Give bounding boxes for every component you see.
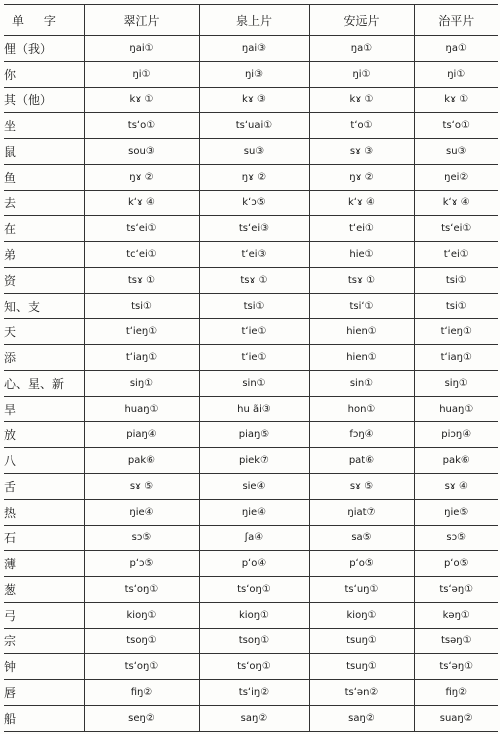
table-row <box>4 164 498 190</box>
character-cell: 唇 <box>4 680 84 706</box>
table-row <box>4 628 498 654</box>
pronunciation-cell-zhiping: sɔ⑤ <box>414 525 498 551</box>
pronunciation-cell-cuijiang: seŋ② <box>84 705 199 731</box>
pronunciation-cell-cuijiang: kioŋ① <box>84 602 199 628</box>
character-cell: 在 <box>4 216 84 242</box>
pronunciation-cell-zhiping: tsʻəŋ① <box>414 654 498 680</box>
character-cell: 去 <box>4 190 84 216</box>
table-row <box>4 551 498 577</box>
table-row <box>4 61 498 87</box>
table-row <box>4 448 498 474</box>
character-cell: 舌 <box>4 474 84 500</box>
pronunciation-cell-zhiping: kəŋ① <box>414 602 498 628</box>
pronunciation-cell-anyuan: pʻo⑤ <box>309 551 414 577</box>
pronunciation-cell-quanshang: kɤ ③ <box>199 87 309 113</box>
table-row <box>4 577 498 603</box>
pronunciation-cell-quanshang: ŋɤ ② <box>199 164 309 190</box>
pronunciation-cell-zhiping: su③ <box>414 139 498 165</box>
table-row <box>4 87 498 113</box>
table-row <box>4 680 498 706</box>
table-row <box>4 705 498 731</box>
pronunciation-cell-anyuan: hon① <box>309 396 414 422</box>
character-cell: 添 <box>4 345 84 371</box>
pronunciation-cell-anyuan: pat⑥ <box>309 448 414 474</box>
table-row <box>4 499 498 525</box>
dialect-comparison-table <box>4 4 498 732</box>
pronunciation-cell-cuijiang: ŋi① <box>84 61 199 87</box>
pronunciation-cell-quanshang: tʻie① <box>199 319 309 345</box>
pronunciation-cell-zhiping: pʻo⑤ <box>414 551 498 577</box>
pronunciation-cell-cuijiang: tsʻoŋ① <box>84 654 199 680</box>
pronunciation-cell-anyuan: tsuŋ① <box>309 654 414 680</box>
pronunciation-cell-cuijiang: sɔ⑤ <box>84 525 199 551</box>
pronunciation-cell-anyuan: kioŋ① <box>309 602 414 628</box>
pronunciation-cell-cuijiang: tcʻei① <box>84 242 199 268</box>
pronunciation-cell-zhiping: huaŋ① <box>414 396 498 422</box>
table-row <box>4 396 498 422</box>
character-cell: 石 <box>4 525 84 551</box>
pronunciation-cell-anyuan: tʻei① <box>309 216 414 242</box>
pronunciation-cell-quanshang: piek⑦ <box>199 448 309 474</box>
character-cell: 鼠 <box>4 139 84 165</box>
pronunciation-cell-quanshang: tsoŋ① <box>199 628 309 654</box>
table-header-row <box>4 5 498 36</box>
table-row <box>4 216 498 242</box>
pronunciation-cell-anyuan: sin① <box>309 370 414 396</box>
pronunciation-cell-anyuan: hien① <box>309 319 414 345</box>
pronunciation-cell-quanshang: kioŋ① <box>199 602 309 628</box>
pronunciation-cell-anyuan: kɤ ① <box>309 87 414 113</box>
character-cell: 旱 <box>4 396 84 422</box>
pronunciation-cell-quanshang: tsɤ ① <box>199 267 309 293</box>
pronunciation-cell-cuijiang: tsi① <box>84 293 199 319</box>
pronunciation-cell-quanshang: ŋi③ <box>199 61 309 87</box>
character-cell: 热 <box>4 499 84 525</box>
pronunciation-cell-cuijiang: tsʻoŋ① <box>84 577 199 603</box>
table-row <box>4 370 498 396</box>
pronunciation-cell-cuijiang: fiŋ② <box>84 680 199 706</box>
table-row <box>4 242 498 268</box>
header-cuijiang: 翠江片 <box>84 5 199 36</box>
table-body <box>4 36 498 732</box>
pronunciation-cell-quanshang: saŋ② <box>199 705 309 731</box>
pronunciation-cell-zhiping: suaŋ② <box>414 705 498 731</box>
character-cell: 你 <box>4 61 84 87</box>
character-cell: 坐 <box>4 113 84 139</box>
pronunciation-cell-anyuan: tʻo① <box>309 113 414 139</box>
pronunciation-cell-zhiping: kɤ ① <box>414 87 498 113</box>
pronunciation-cell-cuijiang: sɤ ⑤ <box>84 474 199 500</box>
header-char: 单 字 <box>4 5 84 36</box>
character-cell: 放 <box>4 422 84 448</box>
pronunciation-cell-zhiping: tsi① <box>414 267 498 293</box>
table-row <box>4 139 498 165</box>
pronunciation-cell-cuijiang: sou③ <box>84 139 199 165</box>
pronunciation-cell-quanshang: tsʻei③ <box>199 216 309 242</box>
character-cell: 弟 <box>4 242 84 268</box>
character-cell: 知、支 <box>4 293 84 319</box>
table-row <box>4 113 498 139</box>
pronunciation-cell-quanshang: sin① <box>199 370 309 396</box>
pronunciation-cell-cuijiang: tsɤ ① <box>84 267 199 293</box>
table-row <box>4 654 498 680</box>
table-row <box>4 190 498 216</box>
pronunciation-cell-zhiping: tʻiaŋ① <box>414 345 498 371</box>
character-cell: 鱼 <box>4 164 84 190</box>
pronunciation-cell-zhiping: piɔŋ④ <box>414 422 498 448</box>
pronunciation-cell-zhiping: ŋie⑤ <box>414 499 498 525</box>
character-cell: 宗 <box>4 628 84 654</box>
pronunciation-cell-zhiping: fiŋ② <box>414 680 498 706</box>
character-cell: 弓 <box>4 602 84 628</box>
character-cell: 八 <box>4 448 84 474</box>
pronunciation-cell-zhiping: pak⑥ <box>414 448 498 474</box>
pronunciation-cell-quanshang: tʻei③ <box>199 242 309 268</box>
pronunciation-cell-zhiping: tsəŋ① <box>414 628 498 654</box>
pronunciation-cell-quanshang: piaŋ⑤ <box>199 422 309 448</box>
table-row <box>4 474 498 500</box>
pronunciation-cell-zhiping: kʻɤ ④ <box>414 190 498 216</box>
character-cell: 资 <box>4 267 84 293</box>
pronunciation-cell-quanshang: sie④ <box>199 474 309 500</box>
character-cell: 俚（我） <box>4 36 84 62</box>
table-row <box>4 319 498 345</box>
header-zhiping: 治平片 <box>414 5 498 36</box>
pronunciation-cell-zhiping: tsʻei① <box>414 216 498 242</box>
pronunciation-cell-anyuan: ŋa① <box>309 36 414 62</box>
pronunciation-cell-cuijiang: tsʻei① <box>84 216 199 242</box>
pronunciation-cell-cuijiang: ŋɤ ② <box>84 164 199 190</box>
pronunciation-cell-cuijiang: kʻɤ ④ <box>84 190 199 216</box>
table-row <box>4 602 498 628</box>
header-anyuan: 安远片 <box>309 5 414 36</box>
pronunciation-cell-anyuan: ŋɤ ② <box>309 164 414 190</box>
character-cell: 薄 <box>4 551 84 577</box>
pronunciation-cell-anyuan: tsʻuŋ① <box>309 577 414 603</box>
pronunciation-cell-cuijiang: tsʻo① <box>84 113 199 139</box>
pronunciation-cell-anyuan: ŋiat⑦ <box>309 499 414 525</box>
pronunciation-cell-quanshang: tsʻoŋ① <box>199 577 309 603</box>
pronunciation-cell-quanshang: tsi① <box>199 293 309 319</box>
pronunciation-cell-quanshang: tsʻuai① <box>199 113 309 139</box>
table-row <box>4 345 498 371</box>
pronunciation-cell-zhiping: ŋa① <box>414 36 498 62</box>
pronunciation-cell-anyuan: saŋ② <box>309 705 414 731</box>
pronunciation-cell-anyuan: ŋi① <box>309 61 414 87</box>
character-cell: 钟 <box>4 654 84 680</box>
pronunciation-cell-zhiping: ŋi① <box>414 61 498 87</box>
pronunciation-cell-cuijiang: ŋie④ <box>84 499 199 525</box>
pronunciation-cell-zhiping: tʻei① <box>414 242 498 268</box>
pronunciation-cell-cuijiang: tʻieŋ① <box>84 319 199 345</box>
pronunciation-cell-zhiping: tsi① <box>414 293 498 319</box>
table-row <box>4 267 498 293</box>
pronunciation-cell-cuijiang: huaŋ① <box>84 396 199 422</box>
pronunciation-cell-quanshang: tsʻoŋ① <box>199 654 309 680</box>
pronunciation-cell-zhiping: siŋ① <box>414 370 498 396</box>
pronunciation-cell-quanshang: tʻie① <box>199 345 309 371</box>
table-row <box>4 525 498 551</box>
pronunciation-cell-quanshang: hu ãi③ <box>199 396 309 422</box>
pronunciation-cell-zhiping: tsʻəŋ① <box>414 577 498 603</box>
pronunciation-cell-cuijiang: tʻiaŋ① <box>84 345 199 371</box>
pronunciation-cell-quanshang: ŋai③ <box>199 36 309 62</box>
table-row <box>4 36 498 62</box>
pronunciation-cell-zhiping: sɤ ④ <box>414 474 498 500</box>
pronunciation-cell-anyuan: hie① <box>309 242 414 268</box>
pronunciation-cell-cuijiang: tsoŋ① <box>84 628 199 654</box>
pronunciation-cell-anyuan: tsɤ ① <box>309 267 414 293</box>
pronunciation-cell-cuijiang: piaŋ④ <box>84 422 199 448</box>
table-row <box>4 293 498 319</box>
pronunciation-cell-anyuan: tsuŋ① <box>309 628 414 654</box>
pronunciation-cell-cuijiang: siŋ① <box>84 370 199 396</box>
pronunciation-cell-quanshang: tsʻiŋ② <box>199 680 309 706</box>
character-cell: 葱 <box>4 577 84 603</box>
pronunciation-cell-quanshang: pʻo④ <box>199 551 309 577</box>
pronunciation-cell-cuijiang: ŋai① <box>84 36 199 62</box>
pronunciation-cell-quanshang: kʻɔ⑤ <box>199 190 309 216</box>
character-cell: 船 <box>4 705 84 731</box>
pronunciation-cell-quanshang: ŋie④ <box>199 499 309 525</box>
pronunciation-cell-quanshang: su③ <box>199 139 309 165</box>
pronunciation-cell-anyuan: kʻɤ ④ <box>309 190 414 216</box>
pronunciation-cell-anyuan: sa⑤ <box>309 525 414 551</box>
pronunciation-cell-zhiping: tsʻo① <box>414 113 498 139</box>
pronunciation-cell-anyuan: sɤ ⑤ <box>309 474 414 500</box>
pronunciation-cell-zhiping: ŋei② <box>414 164 498 190</box>
pronunciation-cell-anyuan: hien① <box>309 345 414 371</box>
pronunciation-cell-cuijiang: pʻɔ⑤ <box>84 551 199 577</box>
header-quanshang: 泉上片 <box>199 5 309 36</box>
pronunciation-cell-zhiping: tʻieŋ① <box>414 319 498 345</box>
pronunciation-cell-quanshang: ʃa④ <box>199 525 309 551</box>
character-cell: 心、星、新 <box>4 370 84 396</box>
pronunciation-cell-anyuan: tsʻən② <box>309 680 414 706</box>
table-row <box>4 422 498 448</box>
pronunciation-cell-anyuan: sɤ ③ <box>309 139 414 165</box>
character-cell: 天 <box>4 319 84 345</box>
pronunciation-cell-anyuan: tsiʻ① <box>309 293 414 319</box>
character-cell: 其（他） <box>4 87 84 113</box>
pronunciation-cell-cuijiang: kɤ ① <box>84 87 199 113</box>
pronunciation-cell-cuijiang: pak⑥ <box>84 448 199 474</box>
pronunciation-cell-anyuan: fɔŋ④ <box>309 422 414 448</box>
